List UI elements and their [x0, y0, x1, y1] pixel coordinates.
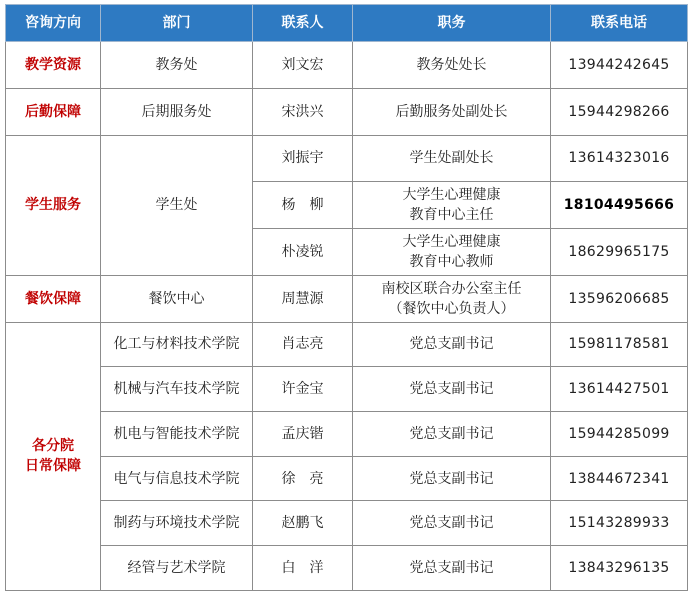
contact-cell: 许金宝: [253, 367, 353, 412]
phone-cell[interactable]: 15143289933: [551, 501, 688, 546]
position-cell: 党总支副书记: [353, 367, 551, 412]
department-cell: 餐饮中心: [101, 275, 253, 322]
category-cell: 餐饮保障: [6, 275, 101, 322]
phone-cell[interactable]: 15981178581: [551, 322, 688, 367]
contact-cell: 徐 亮: [253, 456, 353, 501]
position-cell: 后勤服务处副处长: [353, 88, 551, 135]
phone-cell[interactable]: 13844672341: [551, 456, 688, 501]
table-row: [6, 275, 688, 322]
department-cell: 学生处: [101, 135, 253, 275]
position-cell: 党总支副书记: [353, 412, 551, 457]
phone-cell[interactable]: 13614427501: [551, 367, 688, 412]
contact-cell: 宋洪兴: [253, 88, 353, 135]
department-cell: 教务处: [101, 42, 253, 89]
header-contact: 联系人: [253, 5, 353, 42]
department-cell: 机电与智能技术学院: [101, 412, 253, 457]
department-cell: 电气与信息技术学院: [101, 456, 253, 501]
department-cell: 化工与材料技术学院: [101, 322, 253, 367]
position-cell: 党总支副书记: [353, 322, 551, 367]
header-department: 部门: [101, 5, 253, 42]
phone-cell[interactable]: 18629965175: [551, 229, 688, 276]
contact-cell: 赵鹏飞: [253, 501, 353, 546]
contacts-table-container: [5, 4, 687, 591]
phone-cell[interactable]: 13944242645: [551, 42, 688, 89]
table-row: [6, 546, 688, 591]
table-row: [6, 42, 688, 89]
department-cell: 后期服务处: [101, 88, 253, 135]
table-row: [6, 501, 688, 546]
header-row: [6, 5, 688, 42]
position-cell: 党总支副书记: [353, 546, 551, 591]
contact-cell: 肖志亮: [253, 322, 353, 367]
contact-cell: 杨 柳: [253, 182, 353, 229]
table-row: [6, 412, 688, 457]
phone-cell[interactable]: 13596206685: [551, 275, 688, 322]
header-phone: 联系电话: [551, 5, 688, 42]
contacts-table: [5, 4, 688, 591]
position-cell: 教务处处长: [353, 42, 551, 89]
header-position: 职务: [353, 5, 551, 42]
category-cell: 各分院 日常保障: [6, 322, 101, 590]
position-cell: 学生处副处长: [353, 135, 551, 182]
table-row: [6, 135, 688, 182]
table-row: [6, 322, 688, 367]
table-row: [6, 367, 688, 412]
department-cell: 经管与艺术学院: [101, 546, 253, 591]
contact-cell: 周慧源: [253, 275, 353, 322]
table-row: [6, 88, 688, 135]
contact-cell: 孟庆锴: [253, 412, 353, 457]
department-cell: 制药与环境技术学院: [101, 501, 253, 546]
table-row: [6, 456, 688, 501]
contact-cell: 刘文宏: [253, 42, 353, 89]
position-cell: 党总支副书记: [353, 456, 551, 501]
position-cell: 党总支副书记: [353, 501, 551, 546]
contact-cell: 朴凌锐: [253, 229, 353, 276]
header-direction: 咨询方向: [6, 5, 101, 42]
position-cell: 大学生心理健康 教育中心教师: [353, 229, 551, 276]
position-cell: 南校区联合办公室主任 （餐饮中心负责人）: [353, 275, 551, 322]
phone-cell[interactable]: 18104495666: [551, 182, 688, 229]
phone-cell[interactable]: 15944298266: [551, 88, 688, 135]
contact-cell: 刘振宇: [253, 135, 353, 182]
department-cell: 机械与汽车技术学院: [101, 367, 253, 412]
phone-cell[interactable]: 15944285099: [551, 412, 688, 457]
contact-cell: 白 洋: [253, 546, 353, 591]
category-cell: 教学资源: [6, 42, 101, 89]
position-cell: 大学生心理健康 教育中心主任: [353, 182, 551, 229]
phone-cell[interactable]: 13614323016: [551, 135, 688, 182]
category-cell: 后勤保障: [6, 88, 101, 135]
category-cell: 学生服务: [6, 135, 101, 275]
phone-cell[interactable]: 13843296135: [551, 546, 688, 591]
